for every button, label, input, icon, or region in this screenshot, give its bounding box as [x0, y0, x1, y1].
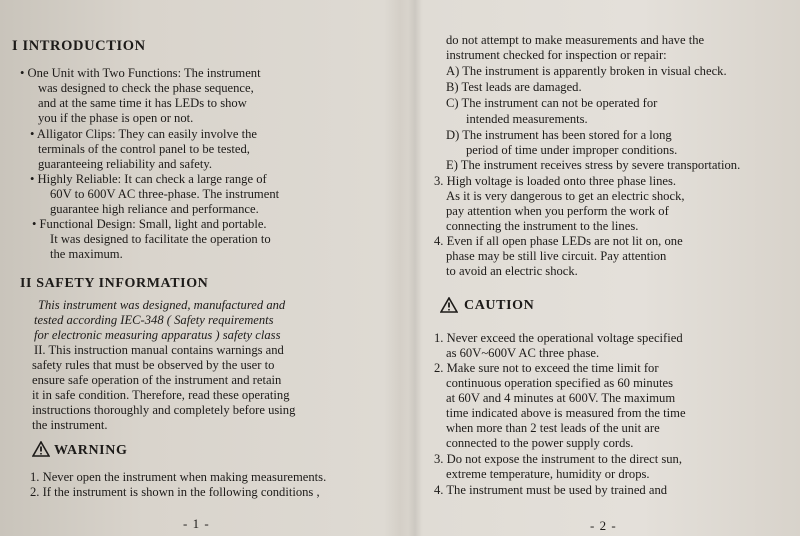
intro-line: 60V to 600V AC three-phase. The instrument: [50, 187, 280, 201]
intro-line: • Functional Design: Small, light and portable.: [32, 217, 267, 231]
caution-line: extreme temperature, humidity or drops.: [446, 467, 650, 481]
caution-line: as 60V~600V AC three phase.: [446, 346, 600, 360]
intro-line: • Alligator Clips: They can easily involve the: [30, 127, 257, 141]
safety-line: the instrument.: [32, 418, 108, 432]
caution-heading: CAUTION: [464, 298, 535, 313]
page-2: [420, 0, 800, 536]
caution-line: 1. Never exceed the operational voltage specified: [434, 331, 683, 345]
caution-line: 3. Do not expose the instrument to the direct sun,: [434, 452, 682, 466]
safety-line: This instrument was designed, manufactured and: [38, 298, 286, 312]
continued-line: instrument checked for inspection or repair:: [446, 48, 667, 62]
caution-line: continuous operation specified as 60 minutes: [446, 376, 673, 390]
continued-line: C) The instrument can not be operated for: [446, 96, 658, 110]
caution-line: when more than 2 test leads of the unit are: [446, 421, 660, 435]
introduction-heading: I INTRODUCTION: [12, 38, 146, 54]
intro-line: It was designed to facilitate the operation to: [50, 232, 271, 246]
page-number: - 2 -: [590, 518, 617, 533]
continued-line: D) The instrument has been stored for a long: [446, 128, 672, 142]
continued-line: B) Test leads are damaged.: [446, 80, 582, 94]
caution-triangle-icon: [440, 297, 458, 313]
intro-line: guaranteeing reliability and safety.: [38, 157, 213, 171]
safety-line: tested according IEC-348 ( Safety requirements: [34, 313, 274, 327]
intro-line: terminals of the control panel to be tested,: [38, 142, 250, 156]
intro-line: • One Unit with Two Functions: The instrument: [20, 66, 261, 80]
continued-line: A) The instrument is apparently broken in visual check.: [446, 64, 727, 78]
continued-line: to avoid an electric shock.: [446, 264, 578, 278]
intro-line: guarantee high reliance and performance.: [50, 202, 259, 216]
warning-line: 1. Never open the instrument when making measurements.: [30, 470, 327, 484]
intro-line: the maximum.: [50, 247, 123, 261]
safety-line: safety rules that must be observed by the user to: [32, 358, 275, 372]
safety-line: II. This instruction manual contains warnings and: [34, 343, 284, 357]
caution-line: at 60V and 4 minutes at 600V. The maximum: [446, 391, 676, 405]
intro-line: and at the same time it has LEDs to show: [38, 96, 247, 110]
caution-line: 4. The instrument must be used by trained and: [434, 483, 668, 497]
safety-information-heading: II SAFETY INFORMATION: [20, 276, 209, 291]
continued-line: 3. High voltage is loaded onto three phase lines.: [434, 174, 677, 188]
continued-line: E) The instrument receives stress by severe transportation.: [446, 158, 741, 172]
continued-line: do not attempt to make measurements and have the: [446, 33, 705, 47]
continued-line: 4. Even if all open phase LEDs are not lit on, one: [434, 234, 683, 248]
safety-line: ensure safe operation of the instrument and retain: [32, 373, 282, 387]
continued-line: connecting the instrument to the lines.: [446, 219, 639, 233]
safety-line: it in safe condition. Therefore, read these operating: [32, 388, 290, 402]
continued-line: intended measurements.: [466, 112, 588, 126]
page-number: - 1 -: [183, 516, 210, 531]
intro-line: • Highly Reliable: It can check a large range of: [30, 172, 267, 186]
continued-line: As it is very dangerous to get an electric shock,: [446, 189, 685, 203]
warning-heading: WARNING: [54, 443, 128, 458]
warning-triangle-icon: [32, 441, 50, 457]
warning-line: 2. If the instrument is shown in the following conditions ,: [30, 485, 320, 499]
safety-line: for electronic measuring apparatus ) safety class: [34, 328, 281, 342]
intro-line: you if the phase is open or not.: [38, 111, 194, 125]
continued-line: phase may be still live circuit. Pay attention: [446, 249, 667, 263]
continued-line: pay attention when you perform the work of: [446, 204, 669, 218]
caution-line: time indicated above is measured from the time: [446, 406, 686, 420]
safety-line: instructions thoroughly and completely before using: [32, 403, 296, 417]
caution-line: connected to the power supply cords.: [446, 436, 634, 450]
continued-line: period of time under improper conditions.: [466, 143, 678, 157]
intro-line: was designed to check the phase sequence,: [38, 81, 254, 95]
caution-line: 2. Make sure not to exceed the time limit for: [434, 361, 659, 375]
